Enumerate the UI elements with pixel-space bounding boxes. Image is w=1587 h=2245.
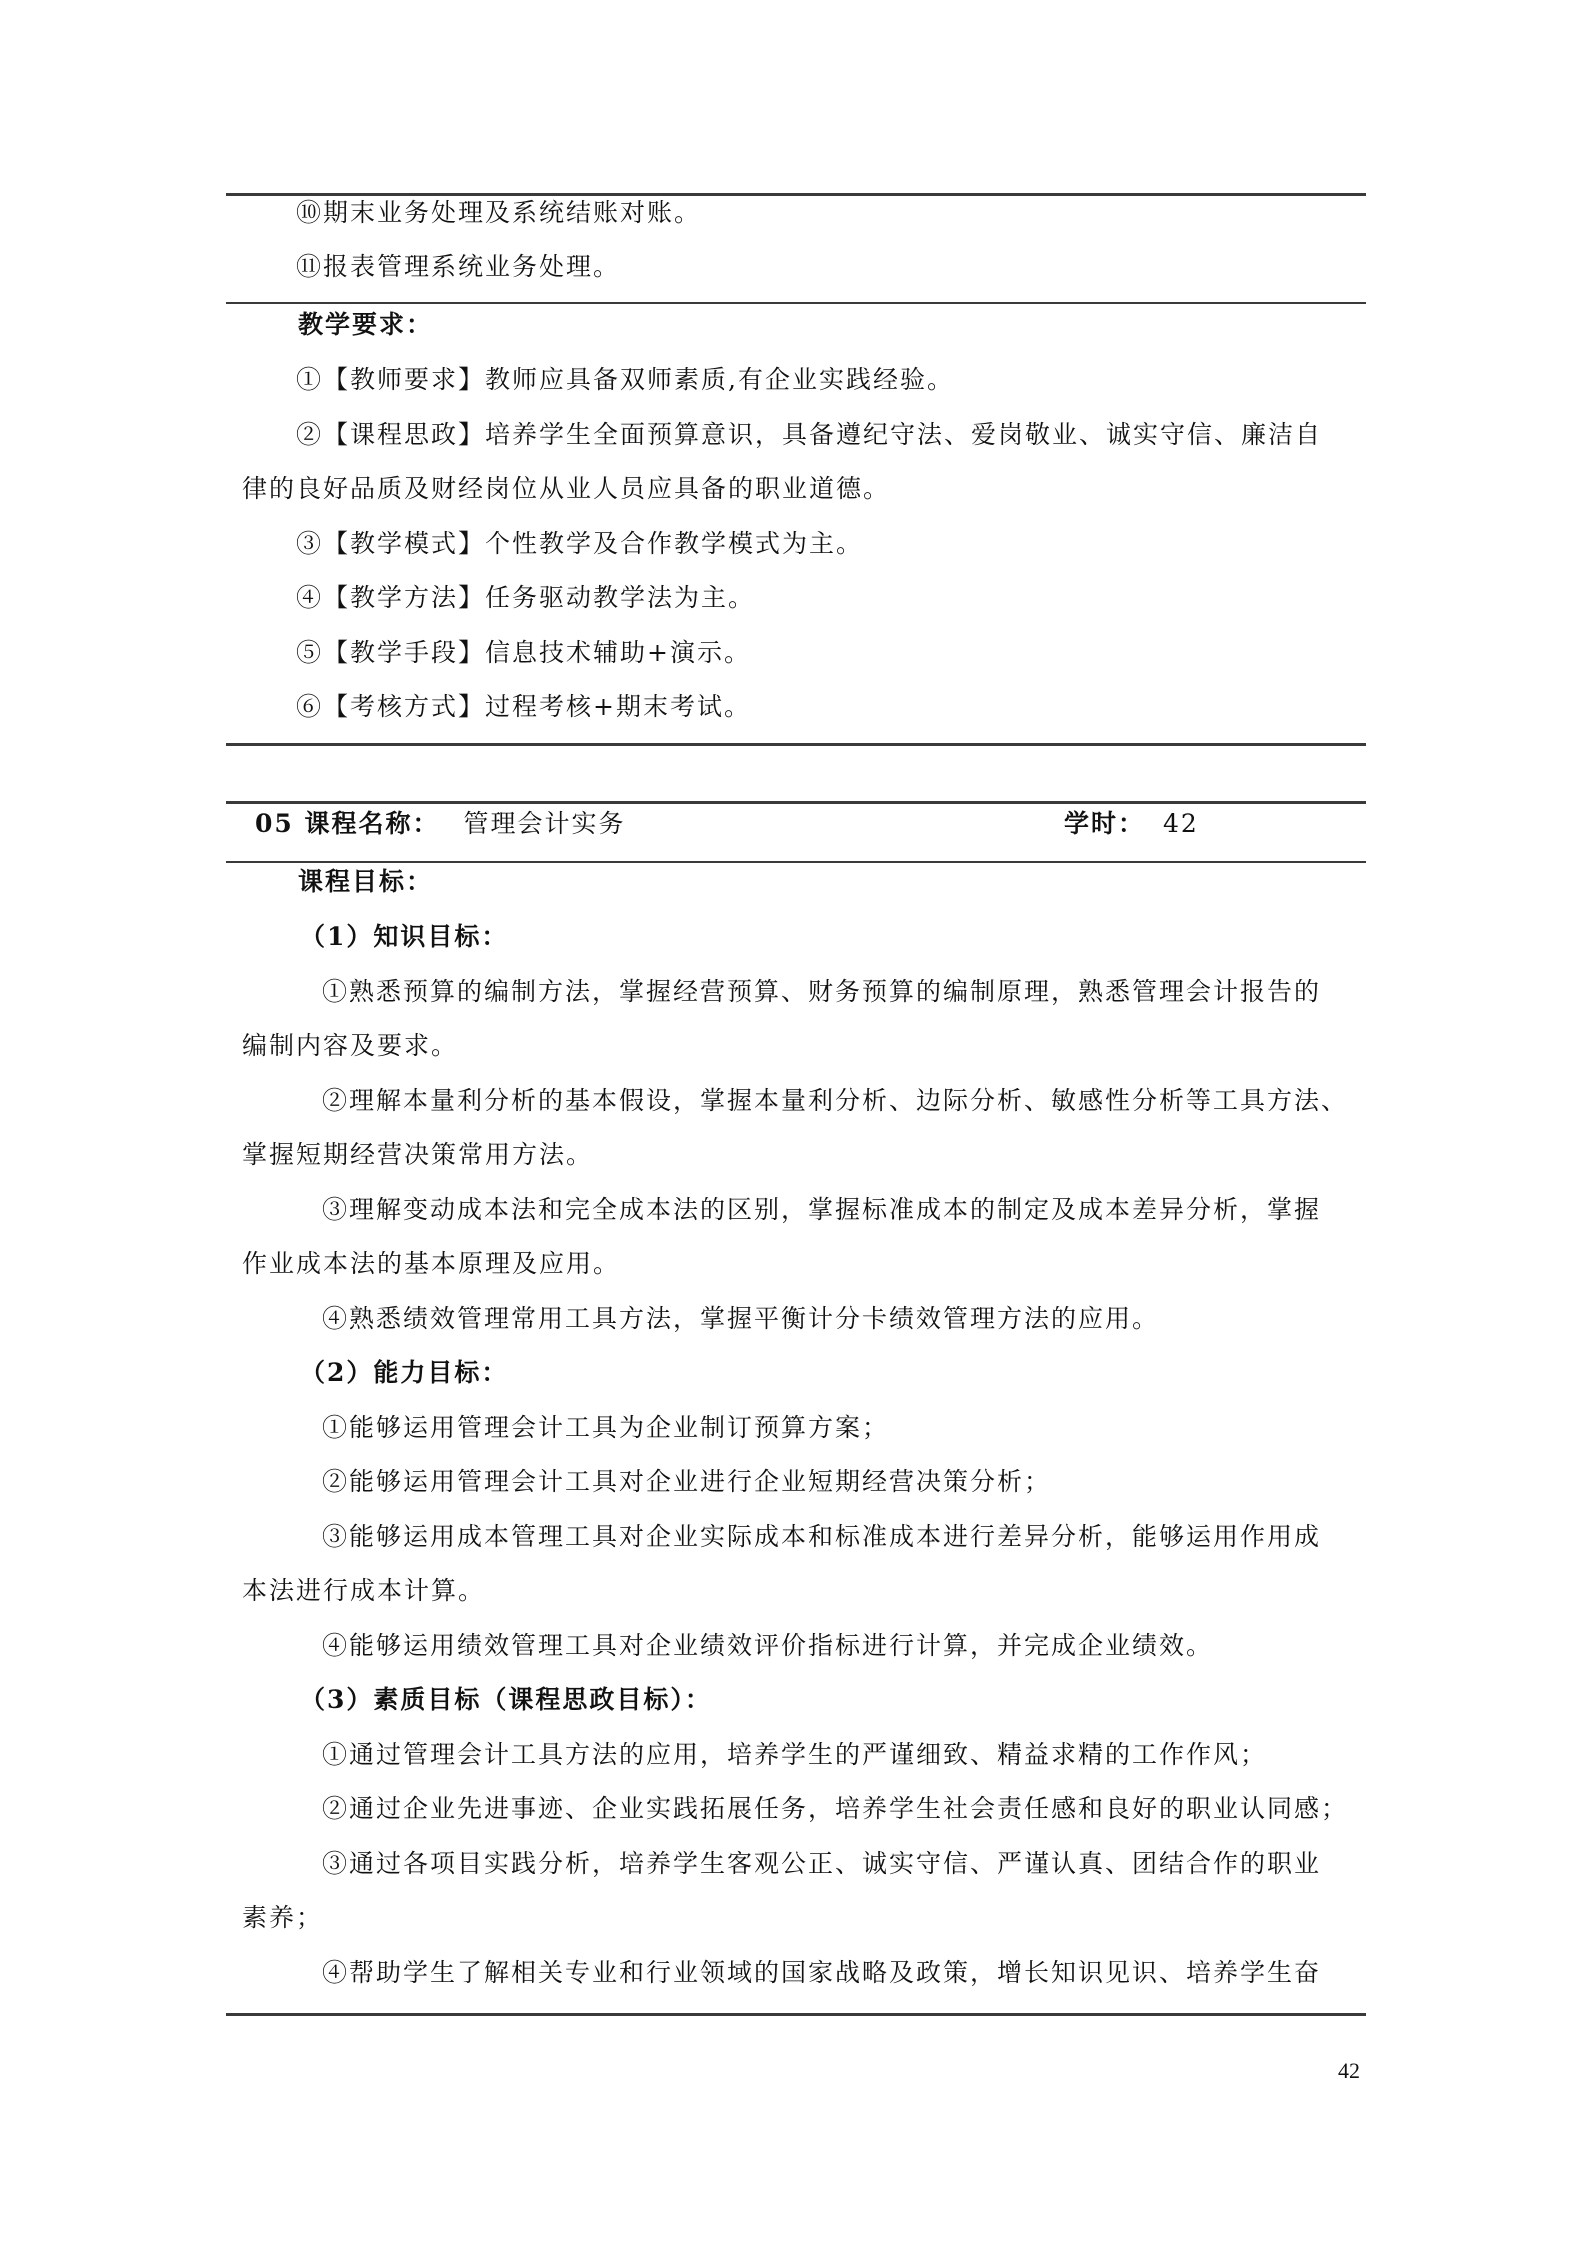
list-item: ③通过各项目实践分析，培养学生客观公正、诚实守信、严谨认真、团结合作的职业 <box>322 1849 1322 1878</box>
list-item: ②能够运用管理会计工具对企业进行企业短期经营决策分析； <box>322 1467 1052 1496</box>
list-item: ③【教学模式】个性教学及合作教学模式为主。 <box>296 529 864 558</box>
hours-label: 学时： <box>1064 809 1146 838</box>
list-item: 素养； <box>242 1903 324 1932</box>
list-item: 本法进行成本计算。 <box>242 1576 486 1605</box>
list-item: 律的良好品质及财经岗位从业人员应具备的职业道德。 <box>242 474 891 503</box>
list-item: ②理解本量利分析的基本假设，掌握本量利分析、边际分析、敏感性分析等工具方法、 <box>322 1086 1349 1115</box>
list-item: ②通过企业先进事迹、企业实践拓展任务，培养学生社会责任感和良好的职业认同感； <box>322 1794 1349 1823</box>
list-item: ①【教师要求】教师应具备双师素质,有企业实践经验。 <box>296 365 954 394</box>
list-item: ①通过管理会计工具方法的应用，培养学生的严谨细致、精益求精的工作作风； <box>322 1740 1268 1769</box>
list-item: ①熟悉预算的编制方法，掌握经营预算、财务预算的编制原理，熟悉管理会计报告的 <box>322 977 1322 1006</box>
course-top-rule <box>226 801 1366 804</box>
course-header-rule <box>226 861 1366 863</box>
hours-value: 42 <box>1162 809 1199 838</box>
list-item: ⑪报表管理系统业务处理。 <box>296 252 621 281</box>
list-item: ③能够运用成本管理工具对企业实际成本和标准成本进行差异分析，能够运用作用成 <box>322 1522 1322 1551</box>
course-name-label: 05 课程名称： <box>255 809 440 838</box>
section-divider <box>226 302 1366 304</box>
list-item: 编制内容及要求。 <box>242 1031 459 1060</box>
list-item: ④帮助学生了解相关专业和行业领域的国家战略及政策，增长知识见识、培养学生奋 <box>322 1958 1322 1987</box>
list-item: ④熟悉绩效管理常用工具方法，掌握平衡计分卡绩效管理方法的应用。 <box>322 1304 1160 1333</box>
teaching-requirements-title: 教学要求： <box>298 310 434 339</box>
objectives-title: 课程目标： <box>298 867 434 896</box>
list-item: 作业成本法的基本原理及应用。 <box>242 1249 621 1278</box>
list-item: ③理解变动成本法和完全成本法的区别，掌握标准成本的制定及成本差异分析，掌握 <box>322 1195 1322 1224</box>
quality-title: （3）素质目标（课程思政目标）： <box>300 1685 712 1714</box>
list-item: 掌握短期经营决策常用方法。 <box>242 1140 594 1169</box>
course-header-label <box>255 807 625 841</box>
course-name: 管理会计实务 <box>463 809 626 838</box>
block-bottom-rule <box>226 743 1366 746</box>
bottom-rule <box>226 2013 1366 2016</box>
list-item: ①能够运用管理会计工具为企业制订预算方案； <box>322 1413 890 1442</box>
list-item: ⑤【教学手段】信息技术辅助+演示。 <box>296 638 751 667</box>
knowledge-title: （1）知识目标： <box>300 922 509 951</box>
list-item: ⑥【考核方式】过程考核+期末考试。 <box>296 692 751 721</box>
list-item: ④【教学方法】任务驱动教学法为主。 <box>296 583 756 612</box>
ability-title: （2）能力目标： <box>300 1358 509 1387</box>
list-item: ⑩期末业务处理及系统结账对账。 <box>296 198 702 227</box>
list-item: ②【课程思政】培养学生全面预算意识，具备遵纪守法、爱岗敬业、诚实守信、廉洁自 <box>296 420 1323 449</box>
page-number: 42 <box>1338 2058 1360 2083</box>
list-item: ④能够运用绩效管理工具对企业绩效评价指标进行计算，并完成企业绩效。 <box>322 1631 1214 1660</box>
course-hours <box>1064 807 1199 841</box>
